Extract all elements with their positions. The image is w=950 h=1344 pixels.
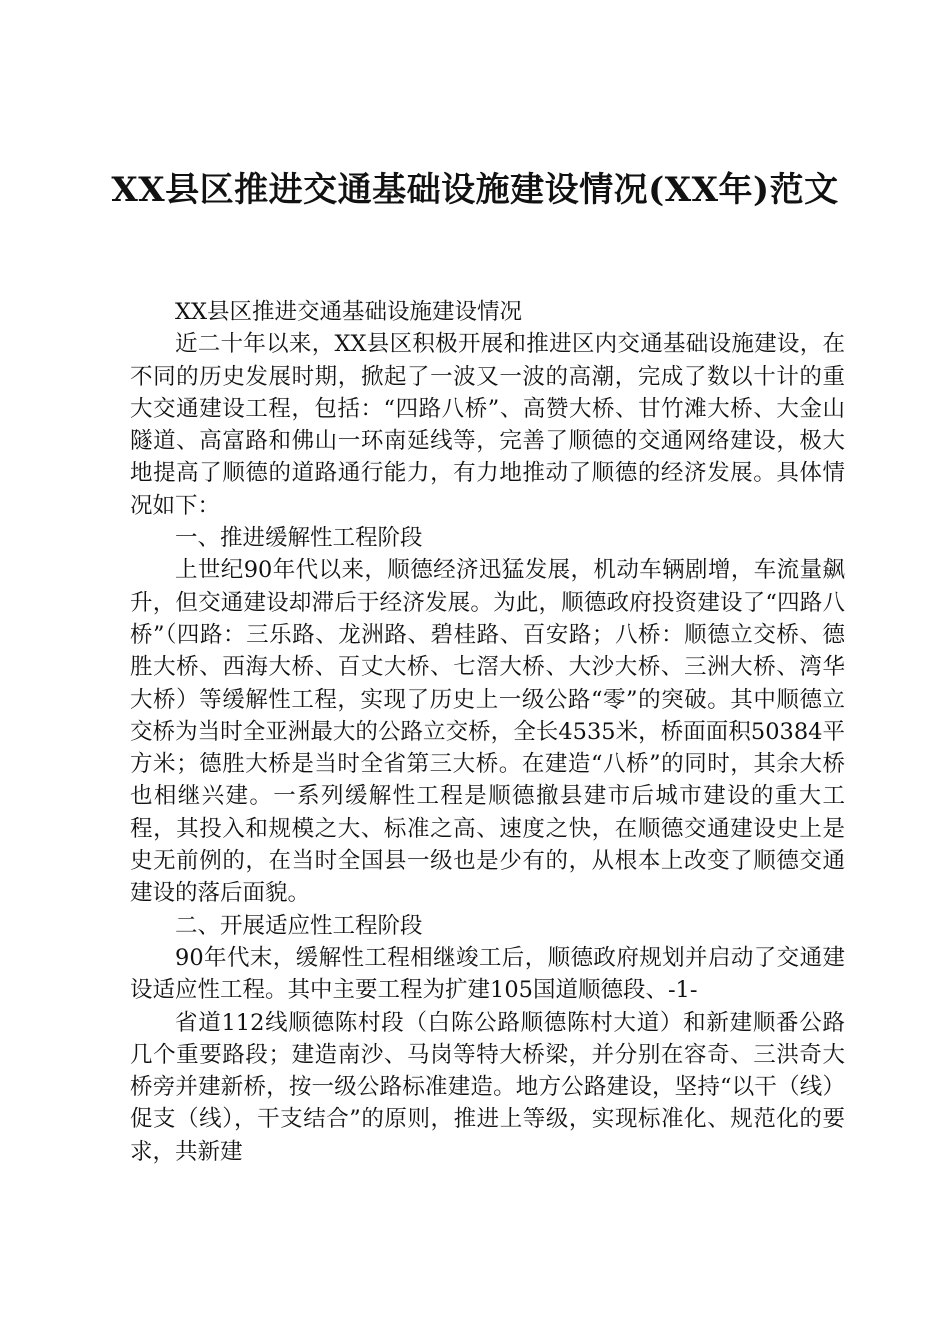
document-title: XX县区推进交通基础设施建设情况(XX年)范文 xyxy=(111,170,839,210)
subtitle: XX县区推进交通基础设施建设情况 xyxy=(175,299,523,325)
section-2-paragraph: 90年代末，缓解性工程相继竣工后，顺德政府规划并启动了交通建设适应性工程。其中主要工程为扩建105国道顺德段、-1- xyxy=(130,944,845,1004)
section-heading-1: 一、推进缓解性工程阶段 xyxy=(175,525,423,552)
section-1-paragraph: 上世纪90年代以来，顺德经济迅猛发展，机动车辆剧增，车流量飙升，但交通建设却滞后于经济发展。为此，顺德政府投资建设了“四路八桥”（四路：三乐路、龙洲路、碧桂路、百安路；八桥：顺德立交桥、德胜大桥、西海大桥、百丈大桥、七滘大桥、大沙大桥、三洲大桥、湾华大桥）等缓解性工程，实现了历史上一级公路“零”的突破。其中顺德立交桥为当时全亚洲最大的公路立交桥，全长4535米，桥面面积50384平方米；德胜大桥是当时全省第三大桥。在建造“八桥”的同时，其余大桥也相继兴建。一系列缓解性工程是顺德撤县建市后城市建设的重大工程，其投入和规模之大、标准之高、速度之快，在顺德交通建设史上是史无前例的，在当时全国县一级也是少有的，从根本上改变了顺德交通建设的落后面貌。 xyxy=(130,557,845,907)
intro-paragraph: 近二十年以来，XX县区积极开展和推进区内交通基础设施建设，在不同的历史发展时期，掀起了一波又一波的高潮，完成了数以十计的重大交通建设工程，包括：“四路八桥”、高赞大桥、甘竹滩大桥、大金山隧道、高富路和佛山一环南延线等，完善了顺德的交通网络建设，极大地提高了顺德的道路通行能力，有力地推动了顺德的经济发展。具体情况如下： xyxy=(130,331,845,519)
section-heading-2: 二、开展适应性工程阶段 xyxy=(175,912,423,939)
document-body xyxy=(130,296,845,1168)
section-2-continued: 省道112线顺德陈村段（白陈公路顺德陈村大道）和新建顺番公路几个重要路段；建造南沙、马岗等特大桥梁，并分别在容奇、三洪奇大桥旁并建新桥，按一级公路标准建造。地方公路建设，坚持“以干（线）促支（线），干支结合”的原则，推进上等级，实现标准化、规范化的要求，共新建 xyxy=(130,1009,845,1165)
